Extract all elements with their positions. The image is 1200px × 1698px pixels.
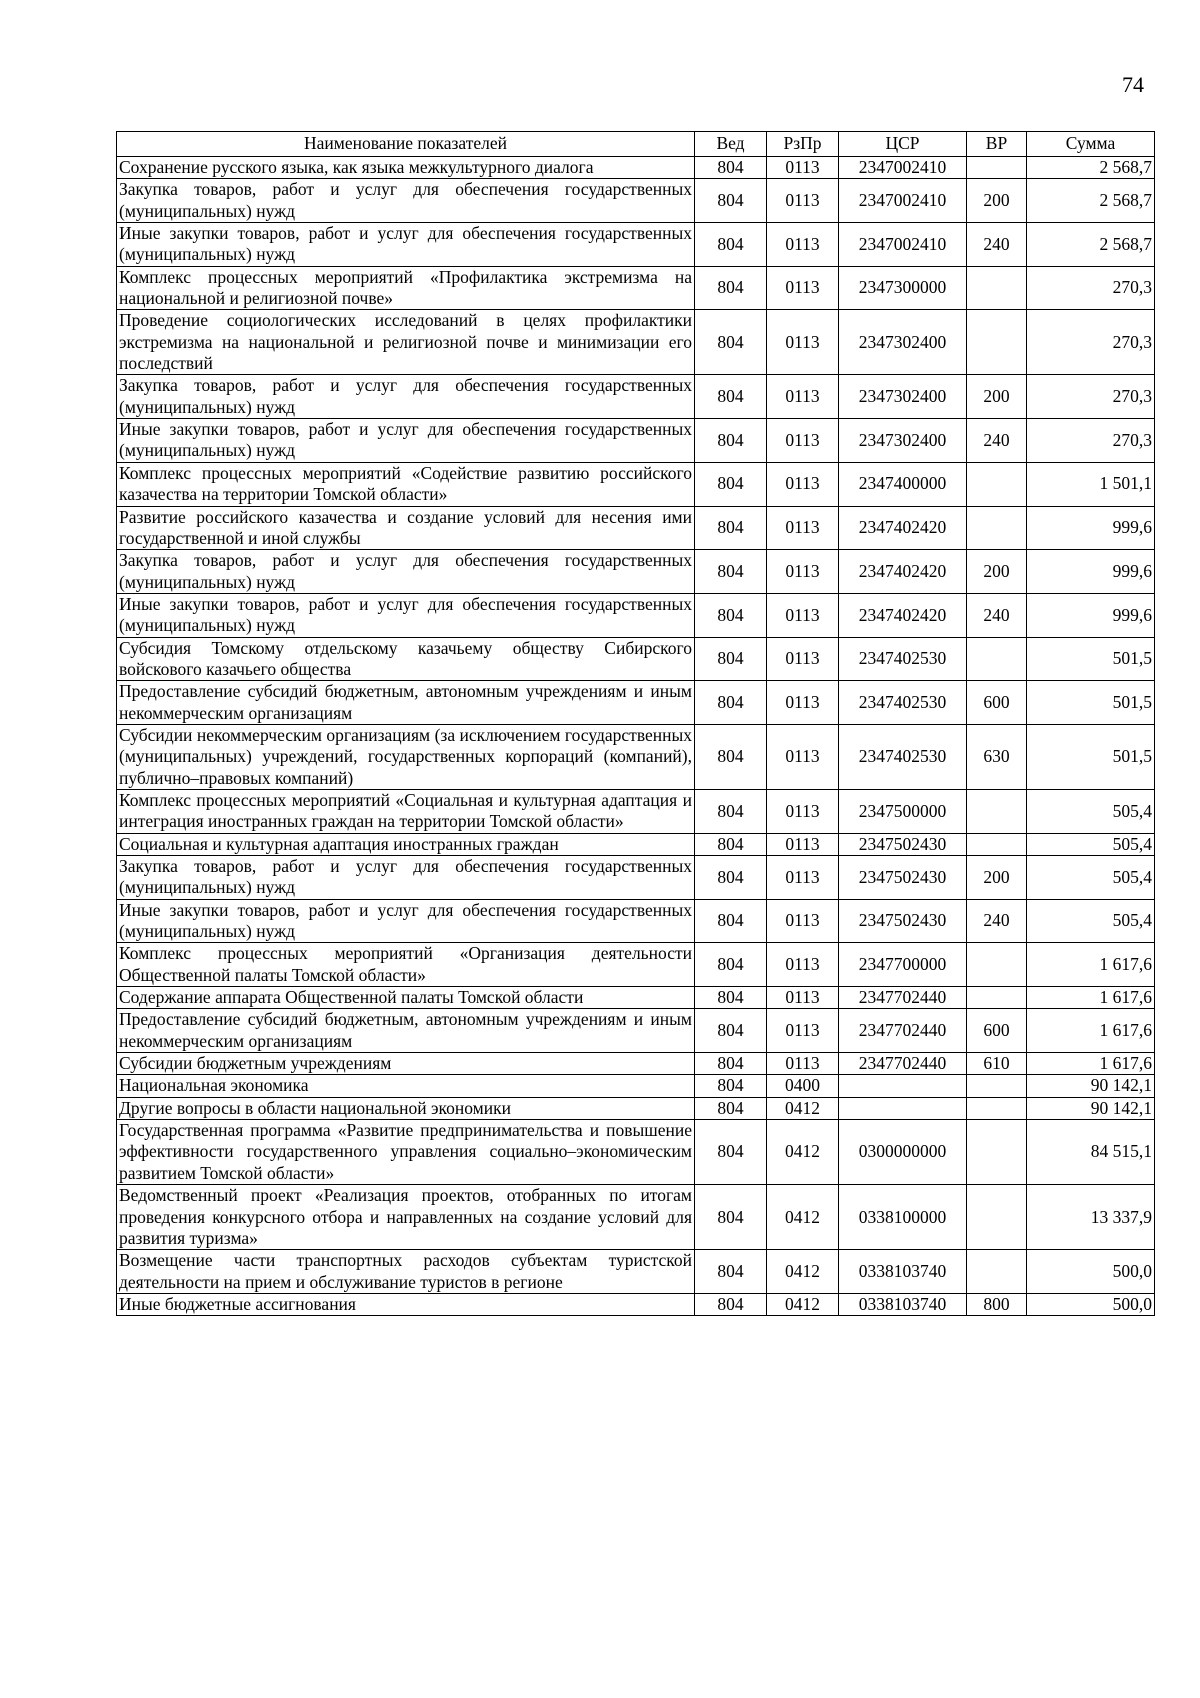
row-vr (967, 1185, 1027, 1250)
header-vr: ВР (967, 132, 1027, 157)
table-row (117, 856, 1155, 900)
row-rzpr: 0113 (767, 179, 839, 223)
row-csr: 2347402530 (839, 724, 967, 789)
row-ved: 804 (695, 1185, 767, 1250)
table-row (117, 266, 1155, 310)
row-sum: 505,4 (1027, 789, 1155, 833)
page-number: 74 (1122, 72, 1144, 97)
row-rzpr: 0113 (767, 943, 839, 987)
row-vr (967, 987, 1027, 1009)
row-vr: 600 (967, 681, 1027, 725)
table-row (117, 681, 1155, 725)
row-rzpr: 0113 (767, 506, 839, 550)
row-sum: 1 617,6 (1027, 987, 1155, 1009)
row-vr (967, 462, 1027, 506)
row-ved: 804 (695, 593, 767, 637)
table-row (117, 506, 1155, 550)
row-vr (967, 157, 1027, 179)
row-rzpr: 0113 (767, 1009, 839, 1053)
row-rzpr: 0412 (767, 1097, 839, 1119)
header-csr: ЦСР (839, 132, 967, 157)
row-csr: 2347702440 (839, 1053, 967, 1075)
row-name: Комплекс процессных мероприятий «Социальная и культурная адаптация и интеграция иностранных граждан на территории Томской области» (117, 789, 695, 833)
table-row (117, 1120, 1155, 1185)
table-row (117, 1053, 1155, 1075)
row-sum: 2 568,7 (1027, 179, 1155, 223)
row-rzpr: 0113 (767, 681, 839, 725)
row-rzpr: 0113 (767, 1053, 839, 1075)
row-rzpr: 0412 (767, 1185, 839, 1250)
row-sum: 1 501,1 (1027, 462, 1155, 506)
table-row (117, 550, 1155, 594)
row-csr: 2347700000 (839, 943, 967, 987)
row-ved: 804 (695, 637, 767, 681)
table-row (117, 593, 1155, 637)
row-ved: 804 (695, 266, 767, 310)
row-rzpr: 0113 (767, 724, 839, 789)
row-ved: 804 (695, 1097, 767, 1119)
row-name: Иные закупки товаров, работ и услуг для обеспечения государственных (муниципальных) нужд (117, 899, 695, 943)
row-sum: 90 142,1 (1027, 1097, 1155, 1119)
row-csr: 0338100000 (839, 1185, 967, 1250)
row-vr: 200 (967, 856, 1027, 900)
row-rzpr: 0113 (767, 550, 839, 594)
row-name: Другие вопросы в области национальной экономики (117, 1097, 695, 1119)
row-vr: 240 (967, 593, 1027, 637)
table-row (117, 899, 1155, 943)
row-csr: 2347402420 (839, 506, 967, 550)
row-name: Сохранение русского языка, как языка межкультурного диалога (117, 157, 695, 179)
row-name: Возмещение части транспортных расходов субъектам туристской деятельности на прием и обслуживание туристов в регионе (117, 1250, 695, 1294)
row-sum: 505,4 (1027, 899, 1155, 943)
row-ved: 804 (695, 899, 767, 943)
row-vr: 800 (967, 1293, 1027, 1315)
table-row (117, 1097, 1155, 1119)
row-ved: 804 (695, 833, 767, 855)
row-vr: 610 (967, 1053, 1027, 1075)
row-ved: 804 (695, 1120, 767, 1185)
row-name: Закупка товаров, работ и услуг для обеспечения государственных (муниципальных) нужд (117, 375, 695, 419)
row-ved: 804 (695, 1009, 767, 1053)
row-csr: 2347402420 (839, 550, 967, 594)
row-csr: 2347402530 (839, 637, 967, 681)
row-ved: 804 (695, 550, 767, 594)
row-name: Комплекс процессных мероприятий «Содействие развитию российского казачества на территории Томской области» (117, 462, 695, 506)
row-name: Иные закупки товаров, работ и услуг для обеспечения государственных (муниципальных) нужд (117, 223, 695, 267)
row-vr (967, 1250, 1027, 1294)
row-sum: 999,6 (1027, 550, 1155, 594)
row-sum: 90 142,1 (1027, 1075, 1155, 1097)
row-csr: 2347002410 (839, 223, 967, 267)
row-name: Субсидия Томскому отдельскому казачьему обществу Сибирского войскового казачьего общества (117, 637, 695, 681)
row-ved: 804 (695, 681, 767, 725)
row-rzpr: 0113 (767, 375, 839, 419)
row-name: Субсидии некоммерческим организациям (за исключением государственных (муниципальных) учреждений, государственных корпораций (компаний), публично–правовых компаний) (117, 724, 695, 789)
row-vr: 630 (967, 724, 1027, 789)
row-sum: 13 337,9 (1027, 1185, 1155, 1250)
row-rzpr: 0113 (767, 789, 839, 833)
row-rzpr: 0113 (767, 419, 839, 463)
row-csr: 2347702440 (839, 1009, 967, 1053)
row-ved: 804 (695, 223, 767, 267)
row-name: Проведение социологических исследований в целях профилактики экстремизма на национальной и религиозной почве и минимизации его последствий (117, 310, 695, 375)
row-sum: 1 617,6 (1027, 1053, 1155, 1075)
table-row (117, 987, 1155, 1009)
row-csr: 2347702440 (839, 987, 967, 1009)
row-rzpr: 0412 (767, 1293, 839, 1315)
table-row (117, 419, 1155, 463)
row-vr (967, 1120, 1027, 1185)
row-name: Иные закупки товаров, работ и услуг для обеспечения государственных (муниципальных) нужд (117, 419, 695, 463)
row-vr: 600 (967, 1009, 1027, 1053)
row-rzpr: 0113 (767, 899, 839, 943)
row-vr: 200 (967, 179, 1027, 223)
row-name: Развитие российского казачества и создание условий для несения ими государственной и иной службы (117, 506, 695, 550)
table-row (117, 1075, 1155, 1097)
row-ved: 804 (695, 856, 767, 900)
row-name: Закупка товаров, работ и услуг для обеспечения государственных (муниципальных) нужд (117, 856, 695, 900)
row-sum: 500,0 (1027, 1250, 1155, 1294)
row-ved: 804 (695, 310, 767, 375)
row-csr: 2347002410 (839, 179, 967, 223)
row-vr (967, 943, 1027, 987)
row-name: Закупка товаров, работ и услуг для обеспечения государственных (муниципальных) нужд (117, 179, 695, 223)
budget-table (116, 131, 1155, 1316)
row-vr (967, 1097, 1027, 1119)
row-sum: 505,4 (1027, 833, 1155, 855)
table-row (117, 375, 1155, 419)
row-ved: 804 (695, 1293, 767, 1315)
table-row (117, 223, 1155, 267)
table-row (117, 1185, 1155, 1250)
row-vr: 200 (967, 550, 1027, 594)
row-name: Предоставление субсидий бюджетным, автономным учреждениям и иным некоммерческим организациям (117, 1009, 695, 1053)
header-rzpr: РзПр (767, 132, 839, 157)
row-name: Иные бюджетные ассигнования (117, 1293, 695, 1315)
row-csr: 0338103740 (839, 1250, 967, 1294)
row-csr: 2347500000 (839, 789, 967, 833)
row-ved: 804 (695, 987, 767, 1009)
row-ved: 804 (695, 462, 767, 506)
table-row (117, 310, 1155, 375)
row-csr (839, 1097, 967, 1119)
row-name: Закупка товаров, работ и услуг для обеспечения государственных (муниципальных) нужд (117, 550, 695, 594)
row-csr: 2347002410 (839, 157, 967, 179)
row-sum: 501,5 (1027, 681, 1155, 725)
row-csr: 0338103740 (839, 1293, 967, 1315)
row-vr (967, 266, 1027, 310)
row-ved: 804 (695, 789, 767, 833)
table-body (117, 157, 1155, 1316)
row-sum: 1 617,6 (1027, 943, 1155, 987)
table-row (117, 157, 1155, 179)
row-name: Содержание аппарата Общественной палаты Томской области (117, 987, 695, 1009)
row-csr: 2347402420 (839, 593, 967, 637)
table-row (117, 1293, 1155, 1315)
row-csr (839, 1075, 967, 1097)
table-row (117, 462, 1155, 506)
row-csr: 2347402530 (839, 681, 967, 725)
row-sum: 270,3 (1027, 266, 1155, 310)
row-name: Ведомственный проект «Реализация проектов, отобранных по итогам проведения конкурсного отбора и направленных на создание условий для развития туризма» (117, 1185, 695, 1250)
row-vr (967, 310, 1027, 375)
row-rzpr: 0113 (767, 462, 839, 506)
row-csr: 2347300000 (839, 266, 967, 310)
header-ved: Вед (695, 132, 767, 157)
row-rzpr: 0113 (767, 593, 839, 637)
table-row (117, 724, 1155, 789)
header-sum: Сумма (1027, 132, 1155, 157)
row-csr: 2347502430 (839, 899, 967, 943)
row-ved: 804 (695, 943, 767, 987)
table-row (117, 179, 1155, 223)
row-sum: 999,6 (1027, 506, 1155, 550)
row-rzpr: 0412 (767, 1250, 839, 1294)
row-csr: 2347502430 (839, 833, 967, 855)
row-name: Комплекс процессных мероприятий «Профилактика экстремизма на национальной и религиозной почве» (117, 266, 695, 310)
row-csr: 0300000000 (839, 1120, 967, 1185)
row-sum: 270,3 (1027, 375, 1155, 419)
table-row (117, 943, 1155, 987)
row-ved: 804 (695, 1250, 767, 1294)
row-csr: 2347502430 (839, 856, 967, 900)
row-name: Комплекс процессных мероприятий «Организация деятельности Общественной палаты Томской области» (117, 943, 695, 987)
row-rzpr: 0113 (767, 266, 839, 310)
table-row (117, 637, 1155, 681)
row-ved: 804 (695, 157, 767, 179)
row-csr: 2347302400 (839, 375, 967, 419)
row-rzpr: 0113 (767, 856, 839, 900)
row-ved: 804 (695, 179, 767, 223)
row-vr: 240 (967, 899, 1027, 943)
row-name: Предоставление субсидий бюджетным, автономным учреждениям и иным некоммерческим организациям (117, 681, 695, 725)
row-csr: 2347400000 (839, 462, 967, 506)
row-ved: 804 (695, 1053, 767, 1075)
row-sum: 501,5 (1027, 724, 1155, 789)
row-csr: 2347302400 (839, 419, 967, 463)
row-ved: 804 (695, 419, 767, 463)
row-ved: 804 (695, 375, 767, 419)
table-row (117, 1250, 1155, 1294)
row-vr (967, 789, 1027, 833)
row-rzpr: 0113 (767, 833, 839, 855)
row-rzpr: 0113 (767, 157, 839, 179)
header-name: Наименование показателей (117, 132, 695, 157)
row-csr: 2347302400 (839, 310, 967, 375)
row-sum: 2 568,7 (1027, 223, 1155, 267)
row-rzpr: 0113 (767, 310, 839, 375)
row-vr: 240 (967, 223, 1027, 267)
row-vr (967, 833, 1027, 855)
row-sum: 2 568,7 (1027, 157, 1155, 179)
row-rzpr: 0113 (767, 987, 839, 1009)
row-rzpr: 0113 (767, 637, 839, 681)
table-row (117, 789, 1155, 833)
row-ved: 804 (695, 1075, 767, 1097)
row-rzpr: 0412 (767, 1120, 839, 1185)
row-ved: 804 (695, 724, 767, 789)
row-rzpr: 0400 (767, 1075, 839, 1097)
row-rzpr: 0113 (767, 223, 839, 267)
row-vr: 200 (967, 375, 1027, 419)
table-header-row (117, 132, 1155, 157)
row-sum: 84 515,1 (1027, 1120, 1155, 1185)
row-sum: 505,4 (1027, 856, 1155, 900)
row-name: Национальная экономика (117, 1075, 695, 1097)
table-row (117, 833, 1155, 855)
row-name: Субсидии бюджетным учреждениям (117, 1053, 695, 1075)
row-name: Государственная программа «Развитие предпринимательства и повышение эффективности государственного управления социально–экономическим развитием Томской области» (117, 1120, 695, 1185)
row-vr (967, 637, 1027, 681)
row-sum: 999,6 (1027, 593, 1155, 637)
row-sum: 500,0 (1027, 1293, 1155, 1315)
row-vr: 240 (967, 419, 1027, 463)
row-name: Социальная и культурная адаптация иностранных граждан (117, 833, 695, 855)
table-row (117, 1009, 1155, 1053)
row-ved: 804 (695, 506, 767, 550)
row-vr (967, 506, 1027, 550)
row-name: Иные закупки товаров, работ и услуг для обеспечения государственных (муниципальных) нужд (117, 593, 695, 637)
row-sum: 501,5 (1027, 637, 1155, 681)
row-sum: 270,3 (1027, 310, 1155, 375)
row-vr (967, 1075, 1027, 1097)
row-sum: 1 617,6 (1027, 1009, 1155, 1053)
row-sum: 270,3 (1027, 419, 1155, 463)
